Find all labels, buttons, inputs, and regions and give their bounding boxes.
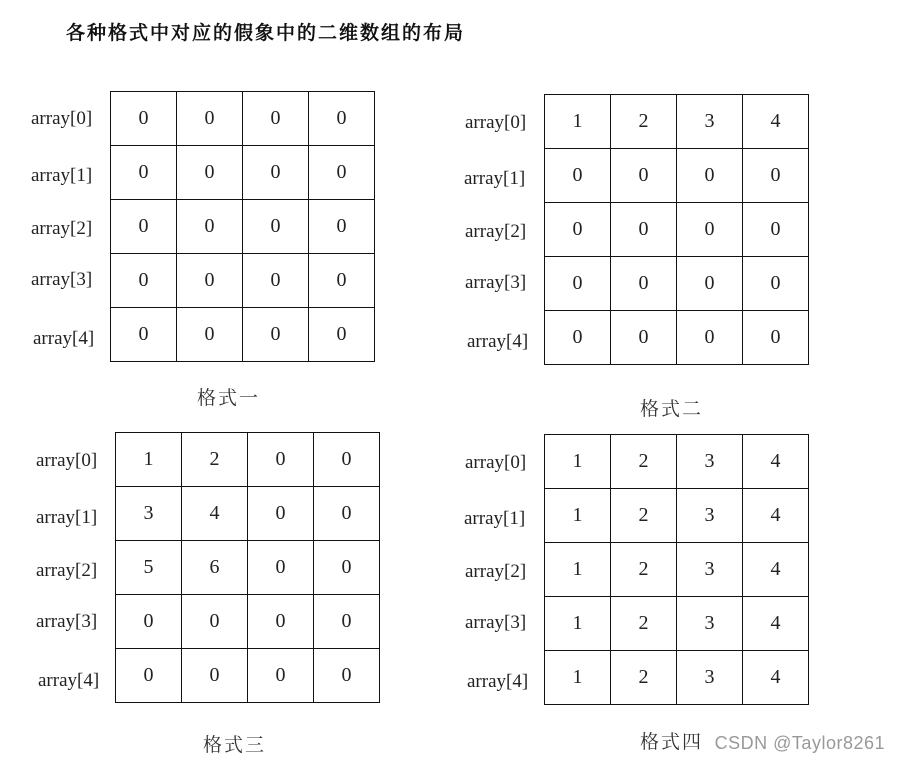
grid-cell: 0 <box>248 541 314 595</box>
array-grid <box>110 91 375 362</box>
grid-cell: 0 <box>677 257 743 311</box>
grid-cell: 0 <box>182 649 248 703</box>
grid-cell: 2 <box>611 489 677 543</box>
grid-cell: 0 <box>111 254 177 308</box>
row-label: array[1] <box>464 508 526 529</box>
row-label: array[2] <box>465 561 527 582</box>
grid-cell: 0 <box>314 649 380 703</box>
grid-cell: 0 <box>677 311 743 365</box>
grid-cell: 2 <box>611 543 677 597</box>
grid-cell: 0 <box>111 92 177 146</box>
grid-cell: 2 <box>611 435 677 489</box>
grid-cell: 3 <box>677 489 743 543</box>
row-label: array[1] <box>36 507 98 528</box>
grid-cell: 2 <box>611 651 677 705</box>
grid-cell: 3 <box>677 95 743 149</box>
grid-cell: 0 <box>116 595 182 649</box>
row-label: array[3] <box>31 269 93 290</box>
array-grid <box>544 94 809 365</box>
grid-cell: 0 <box>177 200 243 254</box>
grid-cell: 0 <box>248 649 314 703</box>
row-label: array[4] <box>38 670 100 691</box>
grid-cell: 0 <box>248 595 314 649</box>
grid-cell: 0 <box>611 311 677 365</box>
layout-caption: 格式三 <box>203 734 267 756</box>
layout-caption: 格式四 <box>640 731 704 753</box>
row-label: array[2] <box>31 218 93 239</box>
row-label: array[3] <box>36 611 98 632</box>
watermark: CSDN @Taylor8261 <box>714 733 885 753</box>
grid-cell: 0 <box>314 487 380 541</box>
grid-cell: 0 <box>111 200 177 254</box>
grid-cell: 0 <box>243 92 309 146</box>
grid-cell: 0 <box>309 200 375 254</box>
grid-cell: 0 <box>243 254 309 308</box>
grid-cell: 0 <box>243 146 309 200</box>
grid-cell: 3 <box>677 651 743 705</box>
row-label: array[4] <box>467 671 529 692</box>
row-label: array[0] <box>31 108 93 129</box>
grid-cell: 3 <box>677 543 743 597</box>
grid-cell: 0 <box>309 146 375 200</box>
grid-cell: 0 <box>545 149 611 203</box>
grid-cell: 0 <box>743 149 809 203</box>
grid-cell: 4 <box>743 95 809 149</box>
grid-cell: 1 <box>116 433 182 487</box>
grid-cell: 1 <box>545 597 611 651</box>
grid-cell: 4 <box>743 543 809 597</box>
grid-cell: 0 <box>248 433 314 487</box>
grid-cell: 0 <box>677 203 743 257</box>
grid-cell: 0 <box>177 146 243 200</box>
grid-cell: 0 <box>111 308 177 362</box>
grid-cell: 1 <box>545 651 611 705</box>
grid-cell: 1 <box>545 95 611 149</box>
grid-cell: 0 <box>743 311 809 365</box>
grid-cell: 1 <box>545 435 611 489</box>
grid-cell: 3 <box>677 435 743 489</box>
grid-cell: 0 <box>545 311 611 365</box>
grid-cell: 6 <box>182 541 248 595</box>
grid-cell: 0 <box>743 203 809 257</box>
grid-cell: 4 <box>743 651 809 705</box>
grid-cell: 0 <box>309 308 375 362</box>
array-grid <box>544 434 809 705</box>
row-label: array[3] <box>465 612 527 633</box>
grid-cell: 0 <box>177 308 243 362</box>
grid-cell: 0 <box>314 433 380 487</box>
grid-cell: 0 <box>182 595 248 649</box>
grid-cell: 1 <box>545 489 611 543</box>
grid-cell: 0 <box>177 92 243 146</box>
grid-cell: 0 <box>611 149 677 203</box>
grid-cell: 4 <box>743 489 809 543</box>
grid-cell: 0 <box>611 257 677 311</box>
grid-cell: 0 <box>545 203 611 257</box>
grid-cell: 2 <box>182 433 248 487</box>
grid-cell: 5 <box>116 541 182 595</box>
row-label: array[4] <box>33 328 95 349</box>
row-label: array[1] <box>31 165 93 186</box>
layout-caption: 格式一 <box>197 387 261 409</box>
grid-cell: 4 <box>743 597 809 651</box>
row-label: array[2] <box>465 221 527 242</box>
row-label: array[4] <box>467 331 529 352</box>
grid-cell: 0 <box>545 257 611 311</box>
grid-cell: 1 <box>545 543 611 597</box>
layout-caption: 格式二 <box>640 398 704 420</box>
grid-cell: 0 <box>248 487 314 541</box>
grid-cell: 0 <box>243 200 309 254</box>
grid-cell: 0 <box>116 649 182 703</box>
array-grid <box>115 432 380 703</box>
row-label: array[0] <box>465 452 527 473</box>
grid-cell: 0 <box>611 203 677 257</box>
figure-title: 各种格式中对应的假象中的二维数组的布局 <box>66 22 466 44</box>
grid-cell: 4 <box>182 487 248 541</box>
row-label: array[0] <box>36 450 98 471</box>
grid-cell: 4 <box>743 435 809 489</box>
row-label: array[1] <box>464 168 526 189</box>
row-label: array[0] <box>465 112 527 133</box>
grid-cell: 2 <box>611 95 677 149</box>
grid-cell: 0 <box>314 541 380 595</box>
grid-cell: 3 <box>116 487 182 541</box>
grid-cell: 0 <box>243 308 309 362</box>
row-label: array[3] <box>465 272 527 293</box>
grid-cell: 0 <box>314 595 380 649</box>
grid-cell: 0 <box>743 257 809 311</box>
grid-cell: 0 <box>309 92 375 146</box>
grid-cell: 0 <box>177 254 243 308</box>
grid-cell: 2 <box>611 597 677 651</box>
grid-cell: 3 <box>677 597 743 651</box>
grid-cell: 0 <box>309 254 375 308</box>
grid-cell: 0 <box>111 146 177 200</box>
grid-cell: 0 <box>677 149 743 203</box>
row-label: array[2] <box>36 560 98 581</box>
